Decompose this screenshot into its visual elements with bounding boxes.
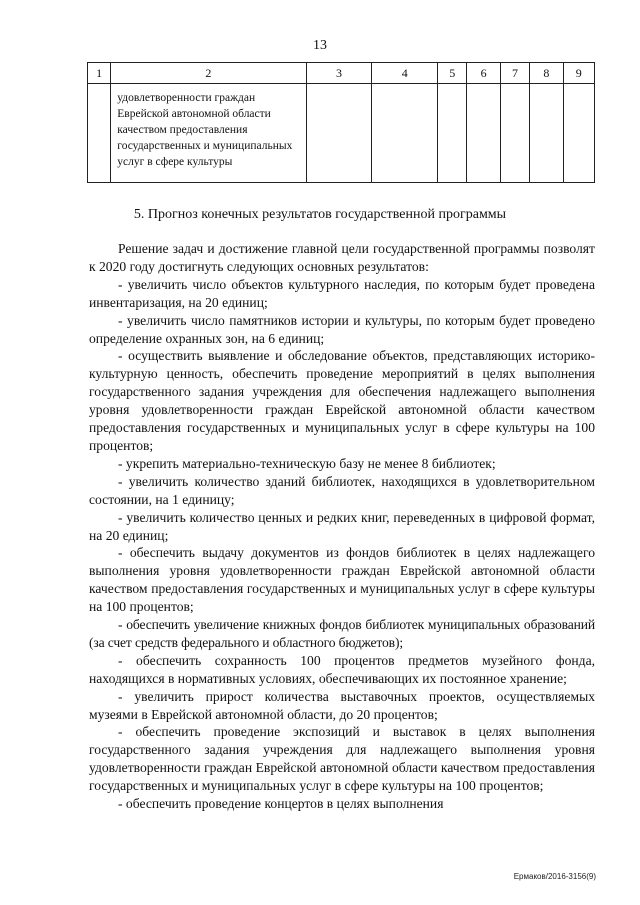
result-item: - укрепить материально-техническую базу не менее 8 библиотек; [118,455,496,471]
table-cell-text: удовлетворенности граждан Еврейской автономной области качеством предоставления государственных и муниципальных услуг в сфере культуры [117,92,293,168]
table-cell [467,84,500,183]
table-header-cell: 4 [372,63,438,84]
result-item: - увеличить количество ценных и редких книг, переведенных в цифровой формат, на 20 единиц; [89,509,595,543]
result-item: - осуществить выявление и обследование объектов, представляющих историко-культурную ценность, обеспечить проведение мероприятий в целях выполнения государственного задания учреждения для обеспечения надлежащего выполнения уровня удовлетворенности граждан Еврейской автономной области качеством предоставления государственных и муниципальных услуг в сфере культуры на 100 процентов; [89,348,595,453]
result-item: - обеспечить сохранность 100 процентов предметов музейного фонда, находящихся в нормативных условиях, обеспечивающих их постоянное хранение; [89,652,595,686]
table-header-cell: 7 [500,63,529,84]
table-header-cell: 8 [530,63,563,84]
continuation-table [87,62,595,183]
result-item: - обеспечить увеличение книжных фондов библиотек муниципальных образований (за счет средств федерального и областного бюджетов); [89,617,595,650]
table-cell [563,84,594,183]
table-header-cell: 2 [111,63,306,84]
section-heading: 5. Прогноз конечных результатов государственной программы [133,207,507,222]
result-item: - увеличить число памятников истории и культуры, по которым будет проведено определение охранных зон, на 6 единиц; [89,312,595,346]
footer-document-code: Ермаков/2016-3156(9) [513,872,596,881]
table-header-row [88,63,595,84]
table-row [88,84,595,183]
page-number: 13 [313,38,327,53]
table-cell [438,84,467,183]
intro-paragraph: Решение задач и достижение главной цели государственной программы позволят к 2020 году достигнуть следующих основных результатов: [89,241,595,274]
result-item: - обеспечить проведение концертов в целях выполнения [118,796,444,812]
table-cell [372,84,438,183]
result-item: - обеспечить проведение экспозиций и выставок в целях выполнения государственного задания учреждения для надлежащего выполнения уровня удовлетворенности граждан Еврейской автономной области качеством предоставления государственных и муниципальных услуг в сфере культуры на 100 процентов; [89,724,595,794]
result-item: - обеспечить выдачу документов из фондов библиотек в целях надлежащего выполнения уровня удовлетворенности граждан Еврейской автономной области качеством предоставления государственных и муниципальных услуг в сфере культуры на 100 процентов; [89,545,595,615]
table-cell [530,84,563,183]
table-header-cell: 5 [438,63,467,84]
table-cell [306,84,372,183]
table-header-cell: 3 [306,63,372,84]
result-item: - увеличить количество зданий библиотек, находящихся в удовлетворительном состоянии, на 1 единицу; [89,473,595,507]
result-item: - увеличить прирост количества выставочных проектов, осуществляемых музеями в Еврейской автономной области, до 20 процентов; [89,688,595,722]
table-cell [500,84,529,183]
result-item: - увеличить число объектов культурного наследия, по которым будет проведена инвентаризация, на 20 единиц; [89,276,595,310]
body-text [89,240,595,813]
table-header-cell: 9 [563,63,594,84]
table-cell [111,84,306,183]
table-header-cell: 1 [88,63,111,84]
table-header-cell: 6 [467,63,500,84]
table-cell [88,84,111,183]
